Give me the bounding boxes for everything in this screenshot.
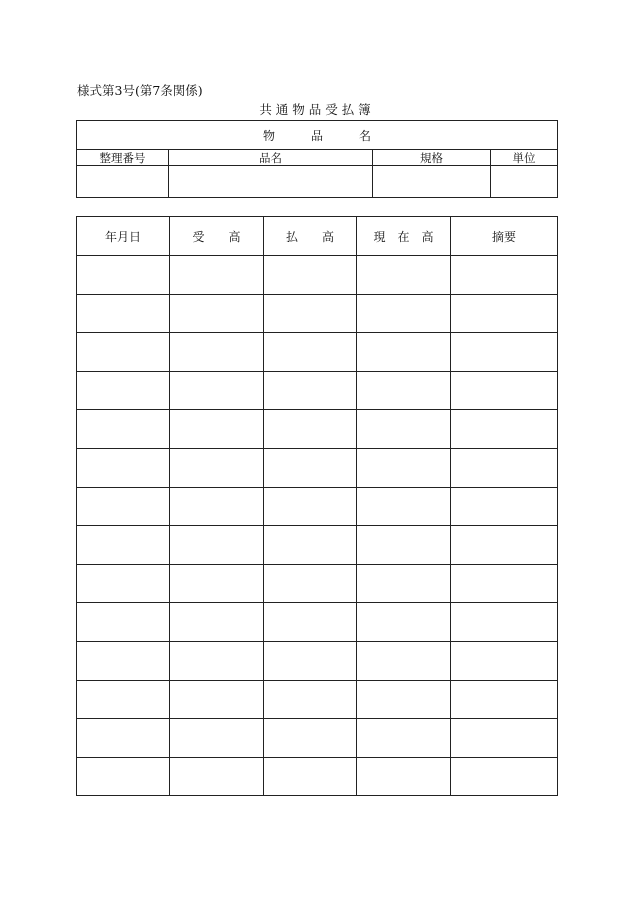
ledger-row	[77, 641, 558, 680]
remarks-cell[interactable]	[451, 641, 558, 680]
issued-cell[interactable]	[264, 333, 357, 372]
remarks-cell[interactable]	[451, 371, 558, 410]
balance-cell[interactable]	[357, 448, 451, 487]
issued-cell[interactable]	[264, 564, 357, 603]
ledger-row	[77, 757, 558, 796]
remarks-cell[interactable]	[451, 333, 558, 372]
balance-cell[interactable]	[357, 564, 451, 603]
date-cell[interactable]	[77, 371, 170, 410]
column-header-reference-number: 整理番号	[77, 150, 169, 166]
balance-cell[interactable]	[357, 719, 451, 758]
balance-cell[interactable]	[357, 757, 451, 796]
remarks-cell[interactable]	[451, 564, 558, 603]
balance-cell[interactable]	[357, 603, 451, 642]
date-cell[interactable]	[77, 641, 170, 680]
date-cell[interactable]	[77, 680, 170, 719]
specification-field[interactable]	[373, 166, 491, 198]
balance-cell[interactable]	[357, 641, 451, 680]
balance-cell[interactable]	[357, 410, 451, 449]
column-header-date: 年月日	[77, 217, 170, 256]
remarks-cell[interactable]	[451, 487, 558, 526]
ledger-row	[77, 680, 558, 719]
received-cell[interactable]	[170, 448, 264, 487]
remarks-cell[interactable]	[451, 256, 558, 295]
received-cell[interactable]	[170, 757, 264, 796]
received-cell[interactable]	[170, 333, 264, 372]
ledger-row	[77, 719, 558, 758]
issued-cell[interactable]	[264, 603, 357, 642]
ledger-row	[77, 371, 558, 410]
date-cell[interactable]	[77, 256, 170, 295]
item-info-table	[76, 120, 558, 198]
received-cell[interactable]	[170, 719, 264, 758]
date-cell[interactable]	[77, 448, 170, 487]
date-cell[interactable]	[77, 333, 170, 372]
unit-field[interactable]	[491, 166, 558, 198]
date-cell[interactable]	[77, 719, 170, 758]
remarks-cell[interactable]	[451, 603, 558, 642]
ledger-row	[77, 448, 558, 487]
date-cell[interactable]	[77, 410, 170, 449]
issued-cell[interactable]	[264, 680, 357, 719]
issued-cell[interactable]	[264, 371, 357, 410]
issued-cell[interactable]	[264, 256, 357, 295]
received-cell[interactable]	[170, 256, 264, 295]
received-cell[interactable]	[170, 526, 264, 565]
date-cell[interactable]	[77, 294, 170, 333]
remarks-cell[interactable]	[451, 719, 558, 758]
received-cell[interactable]	[170, 641, 264, 680]
item-name-header: 物 品 名	[77, 121, 558, 150]
issued-cell[interactable]	[264, 641, 357, 680]
column-header-received: 受 高	[170, 217, 264, 256]
ledger-row	[77, 487, 558, 526]
column-header-unit: 単位	[491, 150, 558, 166]
issued-cell[interactable]	[264, 448, 357, 487]
remarks-cell[interactable]	[451, 526, 558, 565]
column-header-item-name: 品名	[169, 150, 373, 166]
issued-cell[interactable]	[264, 487, 357, 526]
column-header-balance: 現 在 高	[357, 217, 451, 256]
balance-cell[interactable]	[357, 487, 451, 526]
remarks-cell[interactable]	[451, 294, 558, 333]
date-cell[interactable]	[77, 564, 170, 603]
column-header-issued: 払 高	[264, 217, 357, 256]
column-header-remarks: 摘要	[451, 217, 558, 256]
reference-number-field[interactable]	[77, 166, 169, 198]
issued-cell[interactable]	[264, 757, 357, 796]
received-cell[interactable]	[170, 410, 264, 449]
received-cell[interactable]	[170, 294, 264, 333]
date-cell[interactable]	[77, 487, 170, 526]
issued-cell[interactable]	[264, 294, 357, 333]
ledger-row	[77, 256, 558, 295]
received-cell[interactable]	[170, 680, 264, 719]
item-name-field[interactable]	[169, 166, 373, 198]
issued-cell[interactable]	[264, 719, 357, 758]
balance-cell[interactable]	[357, 256, 451, 295]
issued-cell[interactable]	[264, 410, 357, 449]
issued-cell[interactable]	[264, 526, 357, 565]
column-header-specification: 規格	[373, 150, 491, 166]
received-cell[interactable]	[170, 564, 264, 603]
ledger-row	[77, 410, 558, 449]
received-cell[interactable]	[170, 603, 264, 642]
remarks-cell[interactable]	[451, 410, 558, 449]
received-cell[interactable]	[170, 371, 264, 410]
balance-cell[interactable]	[357, 371, 451, 410]
ledger-row	[77, 294, 558, 333]
ledger-table	[76, 216, 558, 796]
remarks-cell[interactable]	[451, 757, 558, 796]
ledger-row	[77, 603, 558, 642]
balance-cell[interactable]	[357, 680, 451, 719]
ledger-row	[77, 333, 558, 372]
remarks-cell[interactable]	[451, 448, 558, 487]
ledger-row	[77, 564, 558, 603]
date-cell[interactable]	[77, 603, 170, 642]
ledger-row	[77, 526, 558, 565]
balance-cell[interactable]	[357, 294, 451, 333]
form-number: 様式第3号(第7条関係)	[77, 83, 203, 98]
received-cell[interactable]	[170, 487, 264, 526]
date-cell[interactable]	[77, 757, 170, 796]
date-cell[interactable]	[77, 526, 170, 565]
balance-cell[interactable]	[357, 333, 451, 372]
balance-cell[interactable]	[357, 526, 451, 565]
remarks-cell[interactable]	[451, 680, 558, 719]
document-title: 共 通 物 品 受 払 簿	[259, 102, 371, 117]
